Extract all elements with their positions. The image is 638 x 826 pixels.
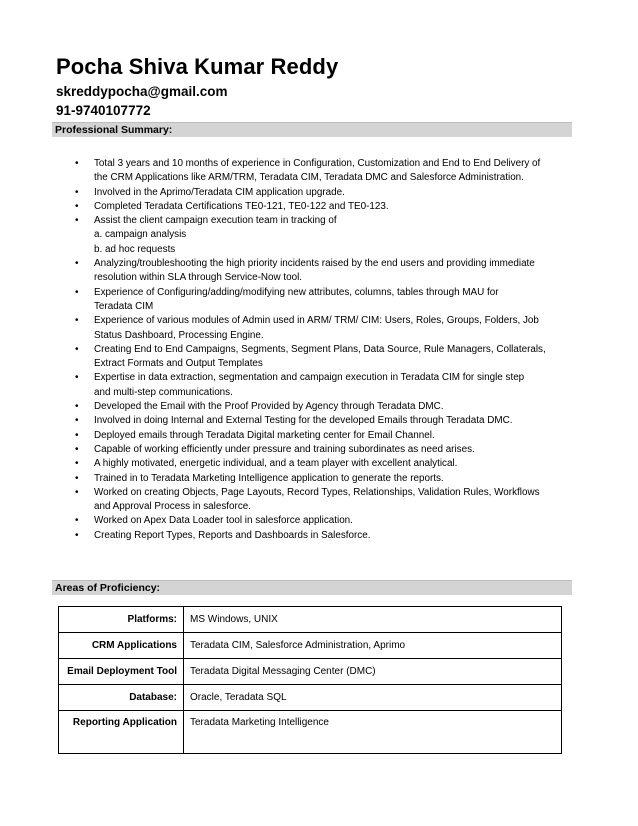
list-item-text: Expertise in data extraction, segmentation and campaign execution in Teradata CIM for single step <box>94 372 525 384</box>
table-row <box>59 633 562 659</box>
bullet-icon: • <box>75 486 79 498</box>
list-item <box>75 514 580 528</box>
email-address: skreddypocha@gmail.com <box>56 84 228 99</box>
table-row <box>59 607 562 633</box>
list-item <box>75 529 580 543</box>
list-item-text: Experience of various modules of Admin used in ARM/ TRM/ CIM: Users, Roles, Groups, Folders, Job <box>94 315 539 327</box>
list-item-text: Creating Report Types, Reports and Dashboards in Salesforce. <box>94 529 371 541</box>
list-item-text: Deployed emails through Teradata Digital marketing center for Email Channel. <box>94 429 435 441</box>
bullet-icon: • <box>75 515 79 527</box>
list-item <box>75 286 580 315</box>
list-item-text: and multi-step communications. <box>94 386 233 398</box>
list-item-text: b. ad hoc requests <box>94 243 176 255</box>
proficiency-label: Platforms: <box>59 607 184 633</box>
bullet-icon: • <box>75 200 79 212</box>
phone-number: 91-9740107772 <box>56 103 151 118</box>
proficiency-table <box>58 606 562 754</box>
list-item <box>75 200 580 214</box>
bullet-icon: • <box>75 529 79 541</box>
bullet-icon: • <box>75 258 79 270</box>
list-item-text: the CRM Applications like ARM/TRM, Teradata CIM, Teradata DMC and Salesforce Administration. <box>94 172 524 184</box>
list-item <box>75 214 580 257</box>
table-row <box>59 711 562 754</box>
bullet-icon: • <box>75 158 79 169</box>
list-item-text: Analyzing/troubleshooting the high priority incidents raised by the end users and providing immediate <box>94 258 535 270</box>
bullet-icon: • <box>75 315 79 327</box>
list-item <box>75 472 580 486</box>
list-item <box>75 371 580 400</box>
list-item-text: Involved in doing Internal and External Testing for the developed Emails through Teradata DMC. <box>94 415 513 427</box>
list-item-text: and Approval Process in salesforce. <box>94 501 251 513</box>
proficiency-value: Oracle, Teradata SQL <box>184 685 562 711</box>
bullet-icon: • <box>75 415 79 427</box>
list-item <box>75 457 580 471</box>
list-item-text: Experience of Configuring/adding/modifying new attributes, columns, tables through MAU for <box>94 286 499 298</box>
list-item-text: Total 3 years and 10 months of experience in Configuration, Customization and End to End Delivery of <box>94 158 541 169</box>
bullet-icon: • <box>75 372 79 384</box>
list-item-text: Trained in to Teradata Marketing Intelligence application to generate the reports. <box>94 472 444 484</box>
list-item <box>75 186 580 200</box>
bullet-icon: • <box>75 472 79 484</box>
bullet-icon: • <box>75 443 79 455</box>
candidate-name: Pocha Shiva Kumar Reddy <box>56 54 339 79</box>
proficiency-label: Email Deployment Tool <box>59 659 184 685</box>
list-item-text: Worked on creating Objects, Page Layouts, Record Types, Relationships, Validation Rules, Workflows <box>94 486 540 498</box>
proficiency-value: Teradata Digital Messaging Center (DMC) <box>184 659 562 685</box>
list-item-text: Status Dashboard, Processing Engine. <box>94 329 264 341</box>
list-item-text: Involved in the Aprimo/Teradata CIM application upgrade. <box>94 186 345 198</box>
list-item-text: Capable of working efficiently under pressure and training subordinates as need arises. <box>94 443 475 455</box>
list-item-text: Creating End to End Campaigns, Segments, Segment Plans, Data Source, Rule Managers, Collaterals, <box>94 343 546 355</box>
bullet-icon: • <box>75 401 79 413</box>
list-item-text: Assist the client campaign execution team in tracking of <box>94 215 337 227</box>
list-item <box>75 400 580 414</box>
list-item <box>75 486 580 515</box>
table-row <box>59 659 562 685</box>
list-item <box>75 257 580 286</box>
professional-summary-heading: Professional Summary: <box>52 122 572 137</box>
list-item-text: Completed Teradata Certifications TE0-121, TE0-122 and TE0-123. <box>94 200 389 212</box>
list-item-text: a. campaign analysis <box>94 229 187 241</box>
proficiency-value: Teradata Marketing Intelligence <box>184 711 562 754</box>
table-row <box>59 685 562 711</box>
bullet-icon: • <box>75 458 79 470</box>
summary-list <box>0 157 638 543</box>
list-item <box>75 343 580 372</box>
bullet-icon: • <box>75 343 79 355</box>
proficiency-label: CRM Applications <box>59 633 184 659</box>
list-item-text: resolution within SLA through Service-Now tool. <box>94 272 303 284</box>
list-item <box>75 414 580 428</box>
proficiency-value: MS Windows, UNIX <box>184 607 562 633</box>
list-item-text: Developed the Email with the Proof Provided by Agency through Teradata DMC. <box>94 401 444 413</box>
list-item-text: Teradata CIM <box>94 300 154 312</box>
list-item-text: Extract Formats and Output Templates <box>94 358 263 370</box>
bullet-icon: • <box>75 286 79 298</box>
bullet-icon: • <box>75 215 79 227</box>
list-item <box>75 314 580 343</box>
areas-of-proficiency-heading: Areas of Proficiency: <box>52 580 572 595</box>
list-item-text: Worked on Apex Data Loader tool in salesforce application. <box>94 515 353 527</box>
list-item <box>75 429 580 443</box>
list-item <box>75 443 580 457</box>
bullet-icon: • <box>75 429 79 441</box>
proficiency-label: Reporting Application <box>59 711 184 754</box>
list-item <box>75 157 580 186</box>
proficiency-label: Database: <box>59 685 184 711</box>
list-item-text: A highly motivated, energetic individual, and a team player with excellent analytical. <box>94 458 458 470</box>
bullet-icon: • <box>75 186 79 198</box>
proficiency-value: Teradata CIM, Salesforce Administration, Aprimo <box>184 633 562 659</box>
